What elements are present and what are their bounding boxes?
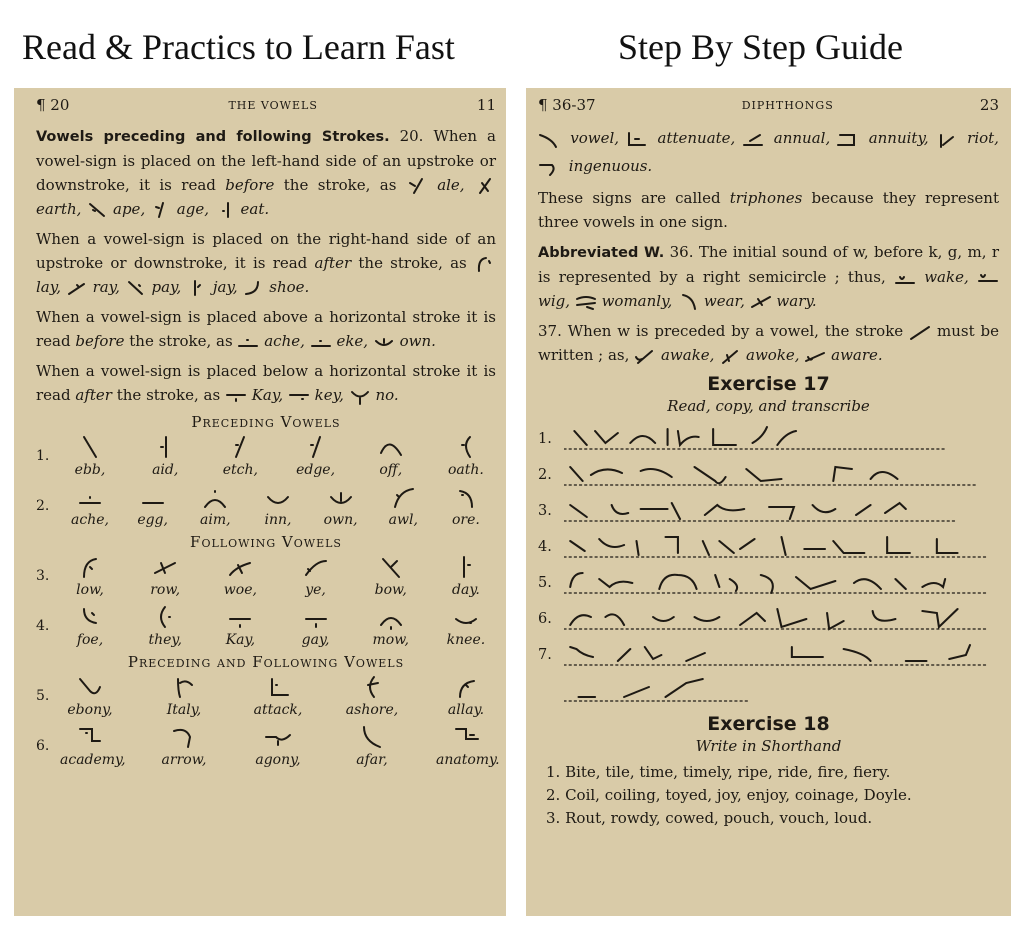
exercise-line bbox=[538, 673, 999, 709]
shorthand-sign bbox=[186, 279, 208, 297]
exercise-18-title: Exercise 18 bbox=[707, 713, 830, 735]
paragraph-heading: Vowels preceding and following Strokes. bbox=[36, 129, 390, 145]
shorthand-sign bbox=[474, 255, 496, 273]
exercise-line: 1. bbox=[538, 421, 999, 457]
shorthand-sign bbox=[310, 333, 332, 351]
page-number: 23 bbox=[979, 96, 999, 114]
exercise-line: 5. bbox=[538, 565, 999, 601]
shorthand-sign bbox=[742, 130, 764, 148]
running-title: THE VOWELS bbox=[228, 98, 318, 112]
right-banner-title: Step By Step Guide bbox=[618, 27, 903, 67]
shorthand-sign bbox=[66, 279, 88, 297]
vowel-row-4: 4. foe, they, Kay, gay, mow, knee. bbox=[36, 603, 496, 649]
shorthand-sign bbox=[575, 293, 597, 311]
vowel-row-2: 2. ache, egg, aim, inn, own, awl, ore. bbox=[36, 483, 496, 529]
triphone-examples: vowel, attenuate, annual, annuity, riot, ingenuous. bbox=[538, 124, 999, 180]
right-page-header bbox=[538, 96, 999, 114]
right-book-page bbox=[526, 88, 1011, 916]
exercise-line: 3. bbox=[538, 493, 999, 529]
exercise-18-list bbox=[546, 761, 999, 830]
triphone-definition: These signs are called triphones because they represent three vowels in one sign. bbox=[538, 189, 999, 231]
shorthand-sign bbox=[836, 130, 858, 148]
section-ref: ¶ 20 bbox=[36, 96, 70, 114]
shorthand-sign bbox=[349, 387, 371, 405]
exercise-line: 6. bbox=[538, 601, 999, 637]
section-ref: ¶ 36-37 bbox=[538, 96, 596, 114]
exercise-line: 2. bbox=[538, 457, 999, 493]
paragraph-heading: Abbreviated W. bbox=[538, 245, 665, 261]
vowel-row-5: 5. ebony, Italy, attack, ashore, allay. bbox=[36, 673, 496, 719]
shorthand-sign bbox=[625, 130, 647, 148]
paragraph-above-horizontal: When a vowel-sign is placed above a horizontal stroke it is read before the stroke, as ache, eke, own. bbox=[36, 308, 496, 350]
list-item: 1. Bite, tile, time, timely, ripe, ride, fire, fiery. bbox=[546, 763, 891, 781]
exercise-line: 7. bbox=[538, 637, 999, 673]
shorthand-sign bbox=[909, 323, 931, 341]
preceding-following-heading: Preceding and Following Vowels bbox=[127, 653, 405, 671]
shorthand-sign bbox=[804, 347, 826, 365]
list-item: 2. Coil, coiling, toyed, joy, enjoy, coinage, Doyle. bbox=[546, 786, 912, 804]
exercise-17-title: Exercise 17 bbox=[707, 373, 830, 395]
shorthand-sign bbox=[406, 177, 428, 195]
shorthand-sign bbox=[150, 201, 172, 219]
shorthand-sign bbox=[935, 130, 957, 148]
left-book-page bbox=[14, 88, 506, 916]
shorthand-sign bbox=[86, 201, 108, 219]
vowel-row-3: 3. low, row, woe, ye, bow, day. bbox=[36, 553, 496, 599]
following-vowels-heading: Following Vowels bbox=[190, 533, 342, 551]
paragraph-37: 37. When w is preceded by a vowel, the stroke must be written ; as, awake, awoke, aware. bbox=[538, 322, 999, 364]
paragraph-36: Abbreviated W. 36. The initial sound of w, before k, g, m, r is represented by a right semicircle ; thus, wake, wig, womanly, wear, wary. bbox=[538, 243, 999, 310]
shorthand-sign bbox=[225, 387, 247, 405]
shorthand-sign bbox=[538, 130, 560, 148]
paragraph-right-side: When a vowel-sign is placed on the right-hand side of an upstroke or downstroke, it is read after the stroke, as lay, ray, pay, jay, shoe. bbox=[36, 230, 496, 296]
vowel-row-6: 6. academy, arrow, agony, afar, anatomy. bbox=[36, 723, 496, 769]
shorthand-sign bbox=[474, 177, 496, 195]
left-banner-title: Read & Practics to Learn Fast bbox=[22, 27, 455, 67]
shorthand-sign bbox=[750, 293, 772, 311]
shorthand-sign bbox=[214, 201, 236, 219]
shorthand-sign bbox=[237, 333, 259, 351]
exercise-17-lines bbox=[538, 421, 999, 709]
shorthand-sign bbox=[373, 333, 395, 351]
paragraph-below-horizontal: When a vowel-sign is placed below a horizontal stroke it is read after the stroke, as Kay, key, no. bbox=[36, 362, 496, 404]
shorthand-sign bbox=[125, 279, 147, 297]
exercise-line: 4. bbox=[538, 529, 999, 565]
page-number: 11 bbox=[476, 96, 496, 114]
shorthand-sign bbox=[242, 279, 264, 297]
shorthand-sign bbox=[894, 269, 916, 287]
shorthand-sign bbox=[719, 347, 741, 365]
preceding-vowels-heading: Preceding Vowels bbox=[191, 413, 341, 431]
shorthand-sign bbox=[977, 269, 999, 287]
vowel-row-1: 1. ebb, aid, etch, edge, off, oath. bbox=[36, 433, 496, 479]
list-item: 3. Rout, rowdy, cowed, pouch, vouch, loud. bbox=[546, 809, 873, 827]
running-title: DIPHTHONGS bbox=[741, 98, 834, 112]
shorthand-sign bbox=[288, 387, 310, 405]
shorthand-sign bbox=[634, 347, 656, 365]
paragraph-20: Vowels preceding and following Strokes. 20. When a vowel-sign is placed on the left-hand side of an upstroke or downstroke, it is read before the stroke, as ale, earth, ape, age, eat. bbox=[36, 127, 496, 218]
shorthand-sign bbox=[677, 293, 699, 311]
left-page-header bbox=[36, 96, 496, 114]
exercise-18-subtitle: Write in Shorthand bbox=[695, 737, 842, 755]
exercise-17-subtitle: Read, copy, and transcribe bbox=[667, 397, 870, 415]
shorthand-sign bbox=[538, 158, 560, 176]
